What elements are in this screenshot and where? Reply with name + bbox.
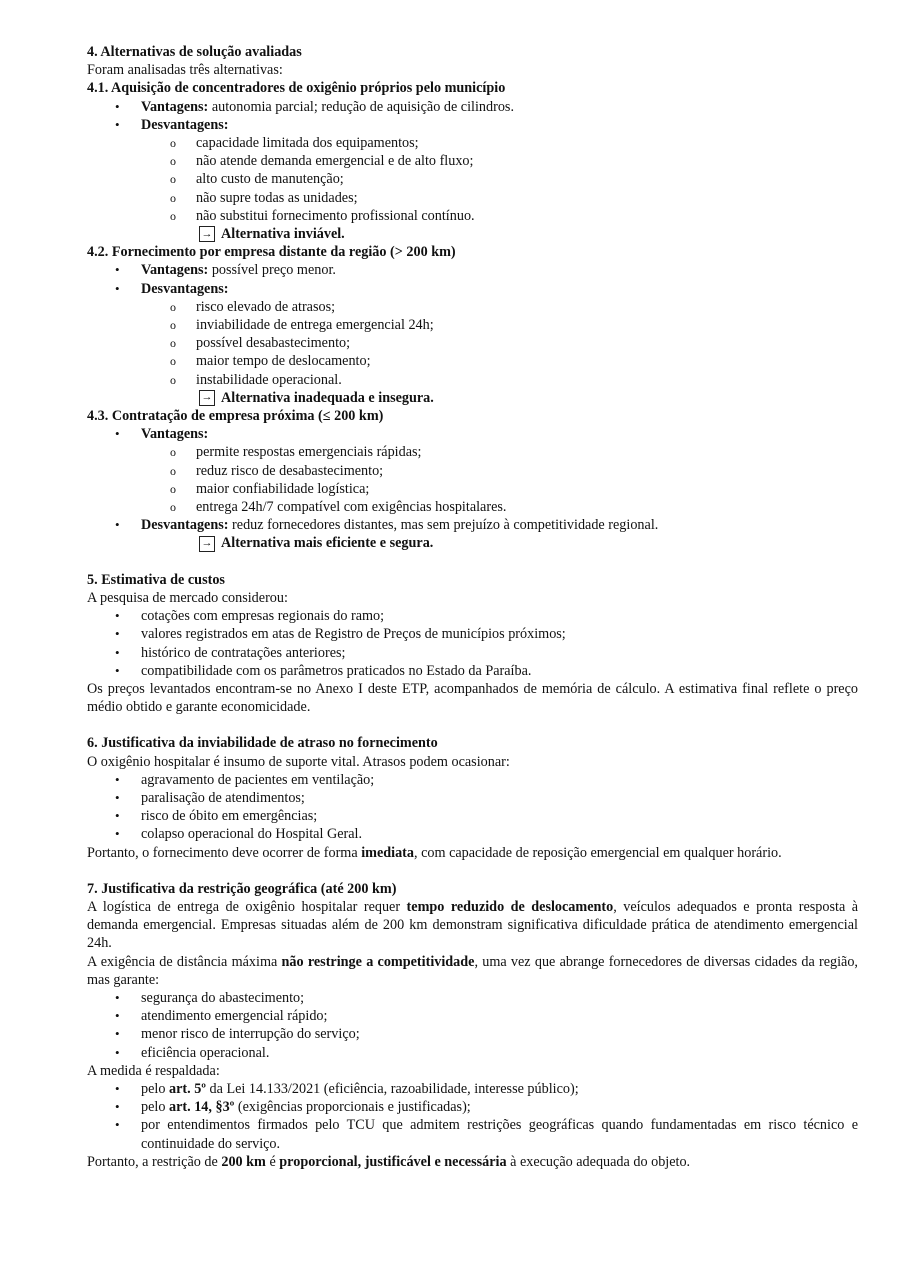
sub-bullet-item (87, 316, 858, 334)
bullet-icon: • (115, 1008, 120, 1024)
text: Foram analisadas três alternativas: (87, 62, 283, 79)
circle-bullet-icon: o (170, 354, 176, 369)
bullet-icon: • (115, 771, 120, 787)
bold-text: Alternativa inviável. (221, 226, 345, 243)
paragraph (87, 61, 858, 79)
bullet-item (87, 807, 858, 825)
bullet-item (87, 1007, 858, 1025)
sub-bullet-item (87, 134, 858, 152)
bullet-item (87, 1044, 858, 1062)
text: histórico de contratações anteriores; (141, 644, 346, 661)
paragraph (87, 953, 858, 989)
conclusion-line (87, 225, 858, 243)
text: é (265, 1153, 280, 1170)
text: valores registrados em atas de Registro de Preços de municípios próximos; (141, 626, 566, 643)
text: agravamento de pacientes em ventilação; (141, 771, 375, 788)
section-heading (87, 571, 858, 589)
section-heading (87, 243, 858, 261)
text: Os preços levantados encontram-se no Anexo I deste ETP, acompanhados de memória de cálculo. A estimativa final reflete o preço médio obtido e garante economicidade. (87, 680, 858, 716)
spacer (87, 716, 858, 734)
bold-text: 4. Alternativas de solução avaliadas (87, 44, 302, 60)
text: risco elevado de atrasos; (196, 298, 336, 315)
paragraph (87, 753, 858, 771)
spacer (87, 862, 858, 880)
circle-bullet-icon: o (170, 445, 176, 460)
sub-bullet-item (87, 352, 858, 370)
sub-bullet-item (87, 152, 858, 170)
text: capacidade limitada dos equipamentos; (196, 135, 419, 152)
bold-text: 7. Justificativa da restrição geográfica (até 200 km) (87, 880, 397, 897)
text: permite respostas emergenciais rápidas; (196, 444, 422, 461)
bold-text: Alternativa mais eficiente e segura. (221, 535, 434, 552)
bullet-icon: • (115, 626, 120, 642)
bold-text: 5. Estimativa de custos (87, 571, 225, 588)
bold-text: art. 5º (168, 1080, 206, 1097)
boxed-arrow-icon: → (199, 536, 215, 552)
section-heading (87, 79, 858, 97)
bullet-item (87, 116, 858, 134)
bold-text: Vantagens: (141, 262, 209, 279)
bullet-item (87, 1098, 858, 1116)
bullet-item (87, 989, 858, 1007)
text: compatibilidade com os parâmetros praticados no Estado da Paraíba. (141, 662, 532, 679)
sub-bullet-item (87, 443, 858, 461)
text: à execução adequada do objeto. (506, 1153, 691, 1170)
bold-text: 4.2. Fornecimento por empresa distante da região (> 200 km) (87, 244, 456, 261)
text: não supre todas as unidades; (196, 189, 358, 206)
bold-text: não restringe a competitividade (281, 953, 475, 970)
sub-bullet-item (87, 480, 858, 498)
bullet-icon: • (115, 262, 120, 278)
paragraph (87, 680, 858, 716)
bold-text: 4.1. Aquisição de concentradores de oxigênio próprios pelo município (87, 80, 506, 97)
sub-bullet-item (87, 371, 858, 389)
bullet-icon: • (115, 826, 120, 842)
paragraph (87, 1153, 858, 1171)
circle-bullet-icon: o (170, 500, 176, 515)
text: A pesquisa de mercado considerou: (87, 589, 288, 606)
boxed-arrow-icon: → (199, 226, 215, 242)
circle-bullet-icon: o (170, 172, 176, 187)
text: cotações com empresas regionais do ramo; (141, 608, 385, 625)
sub-bullet-item (87, 207, 858, 225)
bullet-item (87, 516, 858, 534)
bold-text: art. 14, §3º (168, 1099, 235, 1116)
text: maior tempo de deslocamento; (196, 353, 371, 370)
section-heading (87, 407, 858, 425)
circle-bullet-icon: o (170, 208, 176, 223)
circle-bullet-icon: o (170, 463, 176, 478)
circle-bullet-icon: o (170, 190, 176, 205)
bullet-item (87, 825, 858, 843)
bullet-icon: • (115, 1044, 120, 1060)
bold-text: proporcional, justificável e necessária (279, 1153, 507, 1170)
conclusion-text (221, 534, 433, 552)
text: risco de óbito em emergências; (141, 808, 318, 825)
bullet-icon: • (115, 1080, 120, 1096)
bullet-item (87, 1080, 858, 1098)
text: atendimento emergencial rápido; (141, 1008, 328, 1025)
bullet-icon: • (115, 989, 120, 1005)
sub-bullet-item (87, 462, 858, 480)
text: reduz fornecedores distantes, mas sem prejuízo à competitividade regional. (228, 517, 659, 534)
text: reduz risco de desabastecimento; (196, 462, 384, 479)
sub-bullet-item (87, 498, 858, 516)
text: Portanto, a restrição de (87, 1153, 222, 1170)
text: , veículos adequados e pronta resposta à demanda emergencial. Empresas situadas além de 200 km demonstram significativa dificuldade prática de atendimento emergencial 24h. (87, 898, 859, 952)
text: (exigências proporcionais e justificadas); (234, 1099, 471, 1116)
text: colapso operacional do Hospital Geral. (141, 826, 363, 843)
text: , uma vez que abrange fornecedores de diversas cidades da região, mas garante: (87, 953, 858, 988)
conclusion-text (221, 225, 345, 243)
bullet-item (87, 1025, 858, 1043)
paragraph (87, 898, 858, 953)
bullet-icon: • (115, 517, 120, 533)
bold-text: Desvantagens: (141, 517, 229, 534)
bullet-icon: • (115, 608, 120, 624)
sub-bullet-item (87, 189, 858, 207)
bullet-icon: • (115, 662, 120, 678)
sub-bullet-item (87, 170, 858, 188)
document-body (87, 43, 858, 1171)
bullet-icon: • (115, 280, 120, 296)
bullet-icon: • (115, 808, 120, 824)
sub-bullet-item (87, 334, 858, 352)
boxed-arrow-icon: → (199, 390, 215, 406)
text: entrega 24h/7 compatível com exigências hospitalares. (196, 499, 507, 516)
bullet-icon: • (115, 116, 120, 132)
text: A medida é respaldada: (87, 1062, 220, 1079)
text: por entendimentos firmados pelo TCU que admitem restrições geográficas quando fundamentadas em risco técnico e continuidade do serviço. (141, 1117, 858, 1152)
text: O oxigênio hospitalar é insumo de suporte vital. Atrasos podem ocasionar: (87, 753, 510, 770)
conclusion-line (87, 534, 858, 552)
circle-bullet-icon: o (170, 481, 176, 496)
bullet-icon: • (115, 789, 120, 805)
section-heading (87, 734, 858, 752)
bullet-item (87, 261, 858, 279)
bullet-item (87, 98, 858, 116)
bullet-item (87, 644, 858, 662)
paragraph (87, 589, 858, 607)
circle-bullet-icon: o (170, 136, 176, 151)
bullet-item (87, 771, 858, 789)
conclusion-text (221, 389, 434, 407)
text: maior confiabilidade logística; (196, 480, 370, 497)
bold-text: imediata (361, 844, 414, 861)
circle-bullet-icon: o (170, 154, 176, 169)
spacer (87, 553, 858, 571)
bold-text: 4.3. Contratação de empresa próxima (≤ 200 km) (87, 408, 384, 425)
circle-bullet-icon: o (170, 318, 176, 333)
conclusion-line (87, 389, 858, 407)
bold-text: Vantagens: (141, 426, 209, 443)
text: Portanto, o fornecimento deve ocorrer de forma (87, 844, 362, 861)
bold-text: Vantagens: (141, 98, 209, 115)
bold-text: 6. Justificativa da inviabilidade de atraso no fornecimento (87, 735, 438, 752)
bullet-icon: • (115, 1099, 120, 1115)
section-heading (87, 43, 858, 61)
bullet-item (87, 625, 858, 643)
bullet-icon: • (115, 98, 120, 114)
bullet-item (87, 280, 858, 298)
paragraph (87, 844, 858, 862)
text: instabilidade operacional. (196, 371, 342, 388)
text: eficiência operacional. (141, 1044, 270, 1061)
bold-text: Desvantagens: (141, 280, 229, 297)
section-heading (87, 880, 858, 898)
text: não substitui fornecimento profissional contínuo. (196, 207, 475, 224)
text: alto custo de manutenção; (196, 171, 344, 188)
bullet-icon: • (115, 426, 120, 442)
text: paralisação de atendimentos; (141, 789, 305, 806)
bullet-item (87, 662, 858, 680)
bold-text: Desvantagens: (141, 116, 229, 133)
text: possível desabastecimento; (196, 335, 351, 352)
circle-bullet-icon: o (170, 336, 176, 351)
text: A exigência de distância máxima (87, 953, 282, 970)
text: não atende demanda emergencial e de alto fluxo; (196, 153, 474, 170)
circle-bullet-icon: o (170, 299, 176, 314)
bold-text: Alternativa inadequada e insegura. (221, 389, 434, 406)
bold-text: tempo reduzido de deslocamento (406, 898, 614, 915)
text: inviabilidade de entrega emergencial 24h; (196, 317, 434, 334)
bullet-item (87, 789, 858, 807)
bullet-item (87, 607, 858, 625)
sub-bullet-item (87, 298, 858, 316)
text: A logística de entrega de oxigênio hospitalar requer (87, 898, 407, 915)
text: possível preço menor. (208, 262, 336, 279)
paragraph (87, 1062, 858, 1080)
text: , com capacidade de reposição emergencial em qualquer horário. (414, 844, 782, 861)
bullet-icon: • (115, 1026, 120, 1042)
text: segurança do abastecimento; (141, 989, 305, 1006)
bold-text: 200 km (221, 1153, 266, 1170)
bullet-item (87, 425, 858, 443)
bullet-item (87, 1116, 858, 1152)
bullet-icon: • (115, 1117, 120, 1133)
text: pelo (141, 1080, 169, 1097)
text: menor risco de interrupção do serviço; (141, 1026, 360, 1043)
circle-bullet-icon: o (170, 372, 176, 387)
text: autonomia parcial; redução de aquisição de cilindros. (208, 98, 514, 115)
bullet-icon: • (115, 644, 120, 660)
text: da Lei 14.133/2021 (eficiência, razoabilidade, interesse público); (205, 1080, 579, 1097)
text: pelo (141, 1099, 169, 1116)
